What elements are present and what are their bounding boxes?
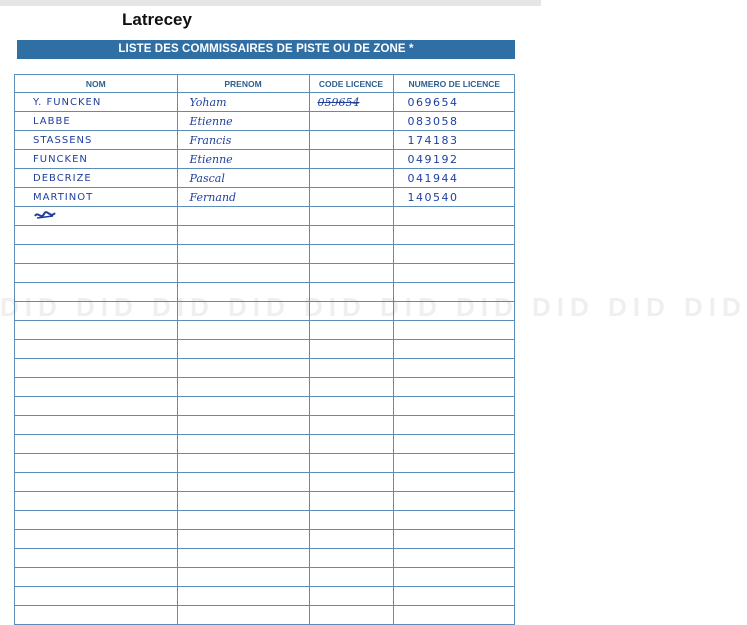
scribble-mark <box>33 209 57 221</box>
cell-nom <box>15 473 177 492</box>
table-row-empty <box>15 340 515 359</box>
header-code-licence: CODE LICENCE <box>309 75 393 93</box>
cell-code-licence <box>309 606 393 625</box>
cell-prenom: Etienne <box>177 150 309 169</box>
cell-code-licence <box>309 226 393 245</box>
cell-numero-licence <box>393 264 515 283</box>
table-row-empty <box>15 549 515 568</box>
table-row-empty <box>15 492 515 511</box>
cell-code-licence <box>309 302 393 321</box>
table-row-empty <box>15 473 515 492</box>
cell-numero-licence: 041944 <box>393 169 515 188</box>
cell-numero-licence <box>393 492 515 511</box>
cell-code-licence <box>309 587 393 606</box>
cell-numero-licence: 069654 <box>393 93 515 112</box>
cell-code-licence <box>309 568 393 587</box>
table-row-empty <box>15 283 515 302</box>
cell-numero-licence: 049192 <box>393 150 515 169</box>
cell-code-licence <box>309 549 393 568</box>
cell-nom <box>15 245 177 264</box>
table-row-empty <box>15 397 515 416</box>
cell-nom <box>15 283 177 302</box>
cell-code-licence <box>309 207 393 226</box>
table-row <box>15 150 515 169</box>
table-row <box>15 169 515 188</box>
cell-prenom <box>177 340 309 359</box>
cell-numero-licence <box>393 511 515 530</box>
cell-prenom <box>177 530 309 549</box>
cell-code-licence <box>309 530 393 549</box>
cell-prenom <box>177 454 309 473</box>
table-row-empty <box>15 435 515 454</box>
cell-nom <box>15 340 177 359</box>
commissaires-table <box>15 75 515 625</box>
cell-numero-licence <box>393 359 515 378</box>
cell-numero-licence <box>393 302 515 321</box>
cell-prenom <box>177 245 309 264</box>
cell-code-licence <box>309 454 393 473</box>
cell-prenom <box>177 492 309 511</box>
cell-numero-licence <box>393 568 515 587</box>
table-row-empty <box>15 606 515 625</box>
cell-nom <box>15 435 177 454</box>
cell-code-licence: 059654 <box>309 93 393 112</box>
cell-nom <box>15 321 177 340</box>
table-row <box>15 188 515 207</box>
cell-nom <box>15 226 177 245</box>
cell-prenom: Etienne <box>177 112 309 131</box>
cell-nom-scribble <box>15 207 177 226</box>
cell-prenom <box>177 283 309 302</box>
cell-nom <box>15 416 177 435</box>
cell-nom <box>15 606 177 625</box>
cell-code-licence <box>309 131 393 150</box>
cell-nom <box>15 359 177 378</box>
cell-numero-licence <box>393 397 515 416</box>
cell-prenom <box>177 359 309 378</box>
cell-nom: MARTINOT <box>15 188 177 207</box>
cell-numero-licence <box>393 207 515 226</box>
cell-code-licence <box>309 473 393 492</box>
cell-nom <box>15 264 177 283</box>
cell-nom <box>15 549 177 568</box>
cell-prenom <box>177 397 309 416</box>
table-row-empty <box>15 416 515 435</box>
cell-prenom <box>177 549 309 568</box>
table-row-empty <box>15 359 515 378</box>
cell-numero-licence <box>393 416 515 435</box>
header-nom: NOM <box>15 75 177 93</box>
cell-nom <box>15 568 177 587</box>
cell-prenom <box>177 587 309 606</box>
cell-prenom <box>177 511 309 530</box>
cell-code-licence <box>309 511 393 530</box>
cell-nom: STASSENS <box>15 131 177 150</box>
cell-code-licence <box>309 435 393 454</box>
cell-numero-licence <box>393 473 515 492</box>
table-row-empty <box>15 568 515 587</box>
watermark: DID DID DID DID DID DID DID DID DID DID <box>0 292 747 322</box>
cell-nom <box>15 397 177 416</box>
table-row-empty <box>15 511 515 530</box>
cell-nom <box>15 587 177 606</box>
cell-nom <box>15 511 177 530</box>
table-row-empty <box>15 226 515 245</box>
cell-prenom <box>177 473 309 492</box>
cell-prenom <box>177 264 309 283</box>
table-row <box>15 93 515 112</box>
table-row-empty <box>15 302 515 321</box>
cell-nom: DEBCRIZE <box>15 169 177 188</box>
header-prenom: PRENOM <box>177 75 309 93</box>
table-row-empty <box>15 378 515 397</box>
cell-nom <box>15 302 177 321</box>
form-banner: LISTE DES COMMISSAIRES DE PISTE OU DE ZONE * <box>17 40 515 59</box>
cell-code-licence <box>309 264 393 283</box>
cell-nom <box>15 492 177 511</box>
cell-prenom: Fernand <box>177 188 309 207</box>
cell-numero-licence: 083058 <box>393 112 515 131</box>
cell-code-licence <box>309 340 393 359</box>
cell-nom <box>15 454 177 473</box>
table-header-row <box>15 75 515 93</box>
table-row-empty <box>15 530 515 549</box>
cell-numero-licence <box>393 606 515 625</box>
cell-code-licence <box>309 416 393 435</box>
cell-numero-licence <box>393 283 515 302</box>
top-strip <box>0 0 541 6</box>
cell-code-licence <box>309 112 393 131</box>
header-numero-licence: NUMERO DE LICENCE <box>393 75 515 93</box>
cell-nom <box>15 530 177 549</box>
cell-prenom <box>177 606 309 625</box>
cell-prenom <box>177 378 309 397</box>
cell-prenom <box>177 302 309 321</box>
table-row-empty <box>15 245 515 264</box>
cell-numero-licence <box>393 530 515 549</box>
cell-code-licence <box>309 245 393 264</box>
cell-numero-licence <box>393 378 515 397</box>
table-row <box>15 112 515 131</box>
cell-code-licence <box>309 169 393 188</box>
table-row-empty <box>15 454 515 473</box>
cell-prenom: Yoham <box>177 93 309 112</box>
cell-nom <box>15 378 177 397</box>
cell-nom: LABBE <box>15 112 177 131</box>
cell-prenom <box>177 226 309 245</box>
cell-numero-licence <box>393 245 515 264</box>
cell-code-licence <box>309 188 393 207</box>
cell-prenom <box>177 435 309 454</box>
table-row <box>15 207 515 226</box>
cell-prenom <box>177 207 309 226</box>
cell-numero-licence <box>393 435 515 454</box>
cell-prenom <box>177 321 309 340</box>
cell-numero-licence <box>393 549 515 568</box>
cell-nom: Y. FUNCKEN <box>15 93 177 112</box>
table-row-empty <box>15 587 515 606</box>
cell-code-licence <box>309 492 393 511</box>
table-row-empty <box>15 264 515 283</box>
cell-code-licence <box>309 321 393 340</box>
cell-code-licence <box>309 397 393 416</box>
place-title: Latrecey <box>122 10 192 29</box>
cell-numero-licence <box>393 321 515 340</box>
cell-numero-licence <box>393 226 515 245</box>
cell-prenom <box>177 416 309 435</box>
cell-code-licence <box>309 378 393 397</box>
cell-prenom <box>177 568 309 587</box>
cell-numero-licence <box>393 340 515 359</box>
cell-code-licence <box>309 150 393 169</box>
cell-numero-licence: 140540 <box>393 188 515 207</box>
cell-numero-licence: 174183 <box>393 131 515 150</box>
cell-nom: FUNCKEN <box>15 150 177 169</box>
table-row <box>15 131 515 150</box>
cell-numero-licence <box>393 587 515 606</box>
cell-prenom: Pascal <box>177 169 309 188</box>
commissaires-table-frame <box>14 74 515 625</box>
cell-numero-licence <box>393 454 515 473</box>
table-row-empty <box>15 321 515 340</box>
cell-code-licence <box>309 283 393 302</box>
cell-prenom: Francis <box>177 131 309 150</box>
cell-code-licence <box>309 359 393 378</box>
